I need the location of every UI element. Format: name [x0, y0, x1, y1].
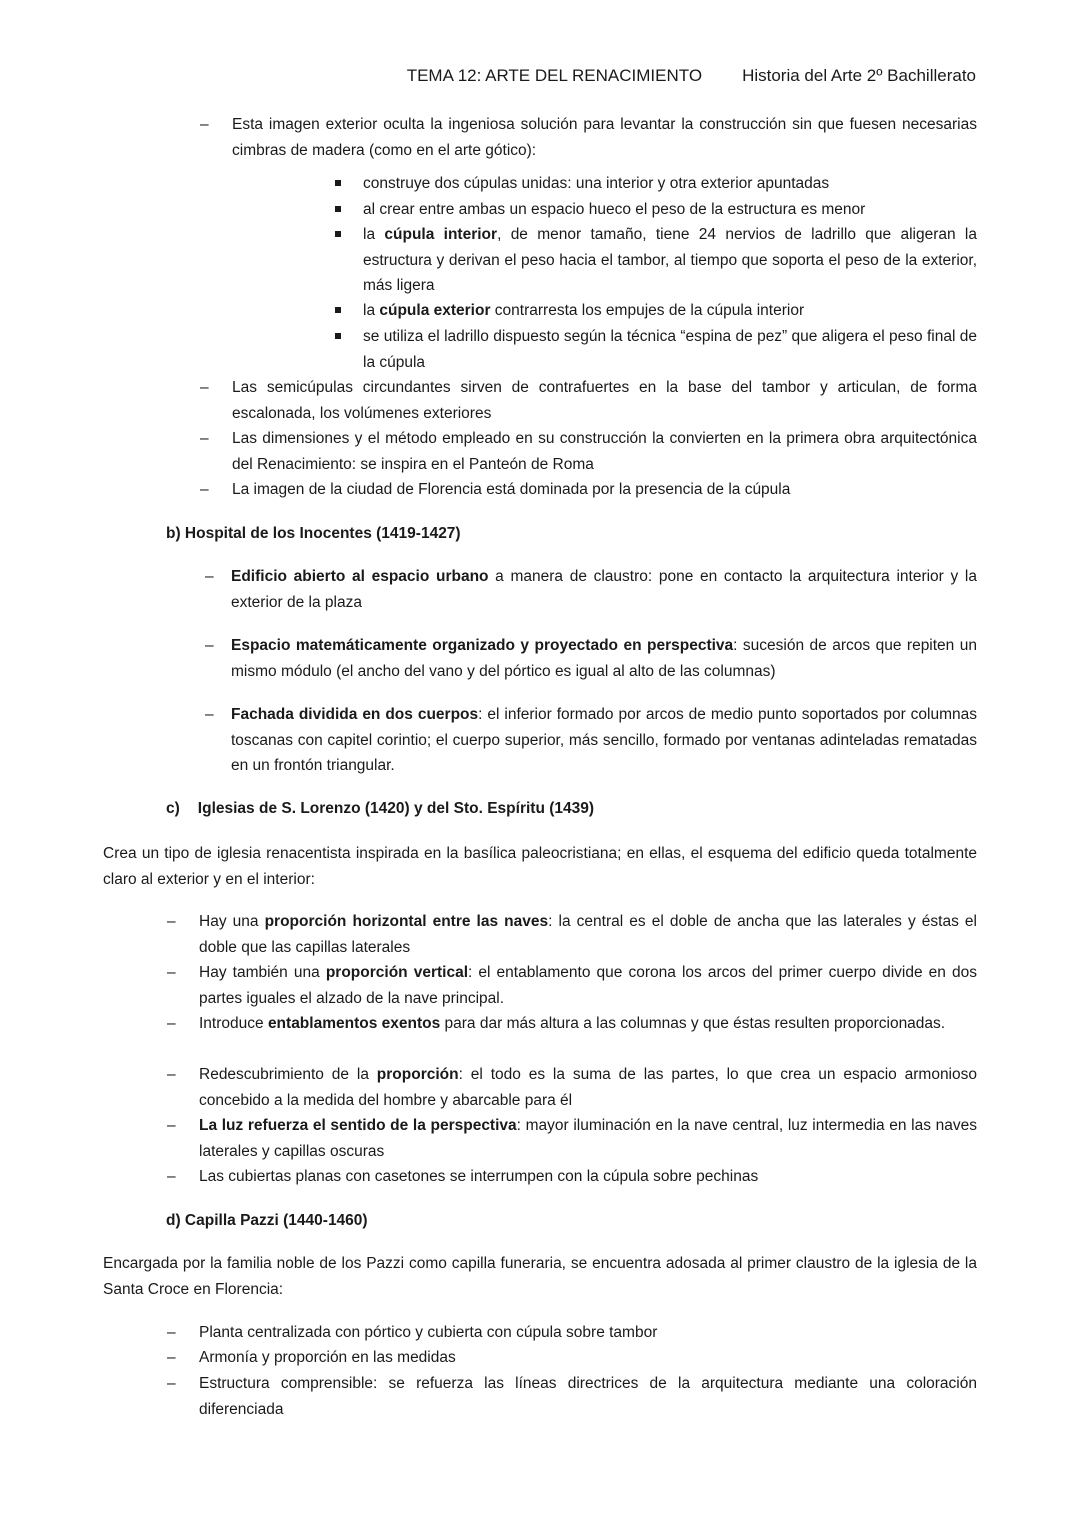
section-heading-hospital: b) Hospital de los Inocentes (1419-1427)	[166, 525, 461, 542]
list-item	[200, 477, 977, 503]
item-text: Estructura comprensible: se refuerza las líneas directrices de la arquitectura mediante una coloración diferenciada	[199, 1375, 977, 1418]
item-bold-text: cúpula exterior	[379, 302, 491, 319]
item-bold-text: proporción	[376, 1066, 459, 1083]
item-text: , de menor tamaño, tiene 24 nervios de ladrillo que aligeran la estructura y derivan el peso hacia el tambor, al tiempo que soporta el peso de la exterior, más ligera	[363, 226, 977, 294]
dash-marker: –	[200, 430, 209, 447]
header-course: Historia del Arte 2º Bachillerato	[742, 66, 976, 85]
item-text: Esta imagen exterior oculta la ingeniosa solución para levantar la construcción sin que fuesen necesarias cimbras de madera (como en el arte gótico):	[232, 116, 977, 159]
dash-marker: –	[167, 1324, 176, 1341]
list-item	[363, 197, 977, 223]
square-bullet-icon	[335, 333, 341, 339]
list-item	[167, 960, 977, 1011]
section-heading-iglesias	[166, 796, 594, 822]
list-item	[167, 909, 977, 960]
list-item	[167, 1062, 977, 1113]
item-text: Hay también una	[199, 964, 326, 981]
section-heading-pazzi: d) Capilla Pazzi (1440-1460)	[166, 1212, 368, 1229]
dash-marker: –	[205, 568, 214, 585]
list-item	[205, 633, 977, 684]
item-bold-text: entablamentos exentos	[267, 1015, 441, 1032]
list-item	[200, 426, 977, 477]
item-bold-text: Fachada dividida en dos cuerpos	[231, 706, 479, 723]
item-text: : el entablamento que corona los arcos del primer cuerpo divide en dos partes iguales el alzado de la nave principal.	[199, 964, 977, 1007]
list-item	[167, 1371, 977, 1422]
item-text: : el inferior formado por arcos de medio punto soportados por columnas toscanas con capitel corintio; el cuerpo superior, más sencillo, formado por ventanas adinteladas rematadas en un frontón triangular.	[231, 706, 977, 774]
square-bullet-icon	[335, 307, 341, 313]
heading-letter: c)	[166, 800, 180, 817]
item-text: se utiliza el ladrillo dispuesto según la técnica “espina de pez” que aligera el peso final de la cúpula	[363, 328, 977, 371]
dash-marker: –	[200, 379, 209, 396]
item-text: al crear entre ambas un espacio hueco el peso de la estructura es menor	[363, 201, 866, 218]
list-item	[205, 564, 977, 615]
item-bold-text: Edificio abierto al espacio urbano	[231, 568, 489, 585]
list-item	[200, 375, 977, 426]
item-text: Planta centralizada con pórtico y cubierta con cúpula sobre tambor	[199, 1324, 658, 1341]
paragraph: Crea un tipo de iglesia renacentista inspirada en la basílica paleocristiana; en ellas, el esquema del edificio queda totalmente claro al exterior y en el interior:	[103, 845, 977, 888]
list-item	[167, 1164, 977, 1190]
dash-marker: –	[167, 1066, 176, 1083]
item-text: Las semicúpulas circundantes sirven de contrafuertes en la base del tambor y articulan, de forma escalonada, los volúmenes exteriores	[232, 379, 977, 422]
dash-marker: –	[167, 1375, 176, 1392]
list-item	[363, 324, 977, 375]
dash-marker: –	[167, 1015, 176, 1032]
item-text: la	[363, 226, 385, 243]
paragraph: Encargada por la familia noble de los Pazzi como capilla funeraria, se encuentra adosada al primer claustro de la iglesia de la Santa Croce en Florencia:	[103, 1255, 977, 1298]
list-item	[200, 112, 977, 163]
item-text: Hay una	[199, 913, 265, 930]
item-text: la	[363, 302, 380, 319]
item-text: : la central es el doble de ancha que las laterales y éstas el doble que las capillas laterales	[199, 913, 977, 956]
item-text: : el todo es la suma de las partes, lo que crea un espacio armonioso concebido a la medida del hombre y abarcable para él	[199, 1066, 977, 1109]
item-text: Las dimensiones y el método empleado en su construcción la convierten en la primera obra arquitectónica del Renacimiento: se inspira en el Panteón de Roma	[232, 430, 977, 473]
dash-marker: –	[167, 1349, 176, 1366]
item-text: para dar más altura a las columnas y que éstas resulten proporcionadas.	[440, 1015, 946, 1032]
list-item	[167, 1345, 977, 1371]
item-text: contrarresta los empujes de la cúpula interior	[490, 302, 805, 319]
dash-marker: –	[200, 116, 209, 133]
item-bold-text: proporción vertical	[325, 964, 468, 981]
item-bold-text: La luz refuerza el sentido de la perspectiva	[199, 1117, 517, 1134]
heading-text: Iglesias de S. Lorenzo (1420) y del Sto. Espíritu (1439)	[197, 800, 595, 817]
dash-marker: –	[167, 1117, 176, 1134]
item-text: : mayor iluminación en la nave central, luz intermedia en las naves laterales y capillas oscuras	[199, 1117, 978, 1160]
item-bold-text: Espacio matemáticamente organizado y proyectado en perspectiva	[231, 637, 734, 654]
square-bullet-icon	[335, 231, 341, 237]
dash-marker: –	[205, 706, 214, 723]
page-header	[407, 66, 976, 86]
item-text: Redescubrimiento de la	[199, 1066, 377, 1083]
item-text: Introduce	[199, 1015, 268, 1032]
item-text: : sucesión de arcos que repiten un mismo módulo (el ancho del vano y del pórtico es igual al alto de las columnas)	[231, 637, 977, 680]
dash-marker: –	[200, 481, 209, 498]
square-bullet-icon	[335, 206, 341, 212]
header-title: TEMA 12: ARTE DEL RENACIMIENTO	[406, 66, 703, 85]
list-item	[167, 1113, 978, 1164]
dash-marker: –	[167, 964, 176, 981]
list-item	[363, 222, 977, 299]
list-item	[167, 1011, 977, 1037]
item-text: a manera de claustro: pone en contacto la arquitectura interior y la exterior de la plaza	[231, 568, 977, 611]
list-item	[363, 298, 977, 324]
item-text: construye dos cúpulas unidas: una interior y otra exterior apuntadas	[363, 175, 830, 192]
item-text: Las cubiertas planas con casetones se interrumpen con la cúpula sobre pechinas	[199, 1168, 759, 1185]
item-bold-text: proporción horizontal entre las naves	[264, 913, 549, 930]
list-item	[205, 702, 977, 779]
item-bold-text: cúpula interior	[384, 226, 498, 243]
square-bullet-icon	[335, 180, 341, 186]
dash-marker: –	[205, 637, 214, 654]
dash-marker: –	[167, 1168, 176, 1185]
item-text: Armonía y proporción en las medidas	[199, 1349, 456, 1366]
list-item	[167, 1320, 977, 1346]
list-item	[363, 171, 977, 197]
dash-marker: –	[167, 913, 176, 930]
item-text: La imagen de la ciudad de Florencia está dominada por la presencia de la cúpula	[232, 481, 791, 498]
